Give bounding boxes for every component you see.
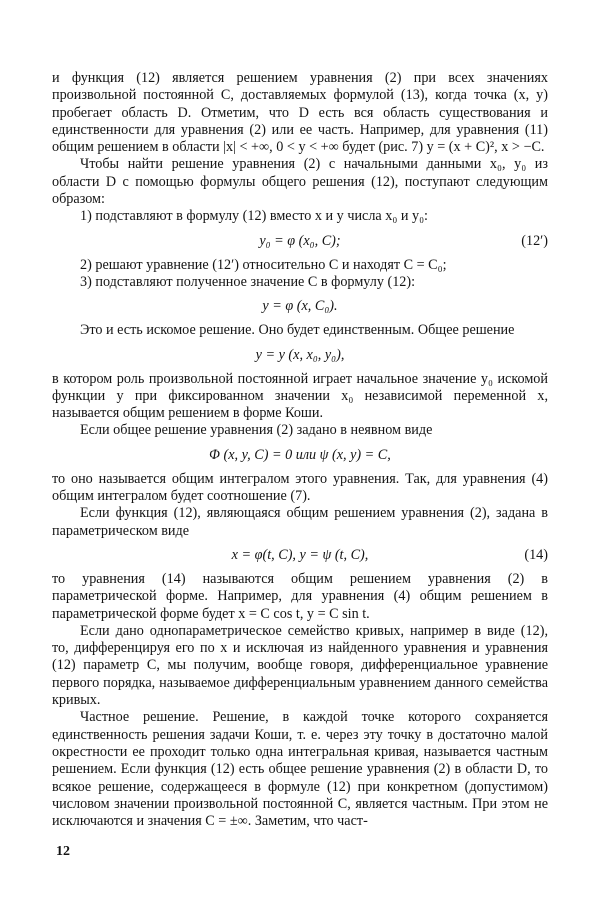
step-3: 3) подставляют полученное значение C в формулу (12): [80, 273, 416, 290]
equation-cauchy-body: y = y (x, x₀, y₀), [255, 346, 345, 363]
equation-implicit [52, 447, 548, 464]
paragraph-general-solution-continuation: и функция (12) является решением уравнения (2) при всех значениях произвольной постоянной C, доставляемых формулой (13), когда точка (x, y) пробегает область D. Отметим, что D есть вся область существования и единственности для уравнения (2) или ее часть. Например, для уравнения (11) общим решением в области |x| < +∞, 0 < y < +∞ будет (рис. 7) y = (x + C)², x > −C. [52, 70, 548, 156]
text-body [52, 70, 548, 830]
paragraph-cauchy-form: в котором роль произвольной постоянной играет начальное значение y₀ искомой функции y при фиксированном значении x₀ независимой переменной x, называется общим решением в форме Коши. [52, 370, 548, 422]
paragraph-unique-solution: Это и есть искомое решение. Оно будет единственным. Общее решение [80, 322, 515, 339]
equation-particular-solution [52, 298, 548, 315]
paragraph-parametric-form: то уравнения (14) называются общим решением уравнения (2) в параметрической форме. Например, для уравнения (4) общим решением в параметрической форме будет x = C cos t, y = C sin t. [52, 570, 548, 622]
paragraph-particular-solution: Частное решение. Решение, в каждой точке которого сохраняется единственность решения задачи Коши, т. е. через эту точку в достаточно малой окрестности ее проходит только одна интегральная кривая, называется частным решением. Если функция (12) есть общее решение уравнения (2) в области D, то всякое решение, содержащееся в формуле (12) при конкретном (допустимом) числовом значении произвольной постоянной C, является частным. При этом не исключаются и значения C = ±∞. Заметим, что част- [52, 709, 548, 830]
equation-14 [52, 547, 548, 564]
equation-12-prime [52, 233, 548, 250]
equation-number-14: (14) [524, 546, 548, 563]
paragraph-implicit-intro: Если общее решение уравнения (2) задано в неявном виде [80, 422, 433, 439]
paragraph-general-integral: то оно называется общим интегралом этого уравнения. Так, для уравнения (4) общим интегралом будет соотношение (7). [52, 470, 548, 505]
page-number: 12 [56, 844, 70, 859]
paragraph-family-of-curves: Если дано однопараметрическое семейство кривых, например в виде (12), то, дифференцируя его по x и исключая из найденного уравнения и уравнения (12) параметр C, мы получим, вообще говоря, дифференциальное уравнение первого порядка, называемое дифференциальным уравнением данного семейства кривых. [52, 622, 548, 709]
equation-number-12-prime: (12′) [521, 232, 548, 249]
equation-cauchy-form [52, 347, 548, 364]
step-1: 1) подставляют в формулу (12) вместо x и y числа x₀ и y₀: [80, 208, 428, 225]
paragraph-parametric-intro: Если функция (12), являющаяся общим решением уравнения (2), задана в параметрическом виде [52, 505, 548, 539]
equation-implicit-body: Φ (x, y, C) = 0 или ψ (x, y) = C, [209, 446, 391, 463]
equation-12-prime-body: y₀ = φ (x₀, C); [259, 232, 341, 249]
step-2: 2) решают уравнение (12′) относительно C и находят C = C₀; [80, 256, 447, 273]
equation-14-body: x = φ(t, C), y = ψ (t, C), [231, 546, 369, 563]
equation-particular-body: y = φ (x, C₀). [262, 298, 338, 315]
paragraph-finding-solution: Чтобы найти решение уравнения (2) с начальными данными x₀, y₀ из области D с помощью формулы общего решения (12), поступают следующим образом: [52, 156, 548, 208]
